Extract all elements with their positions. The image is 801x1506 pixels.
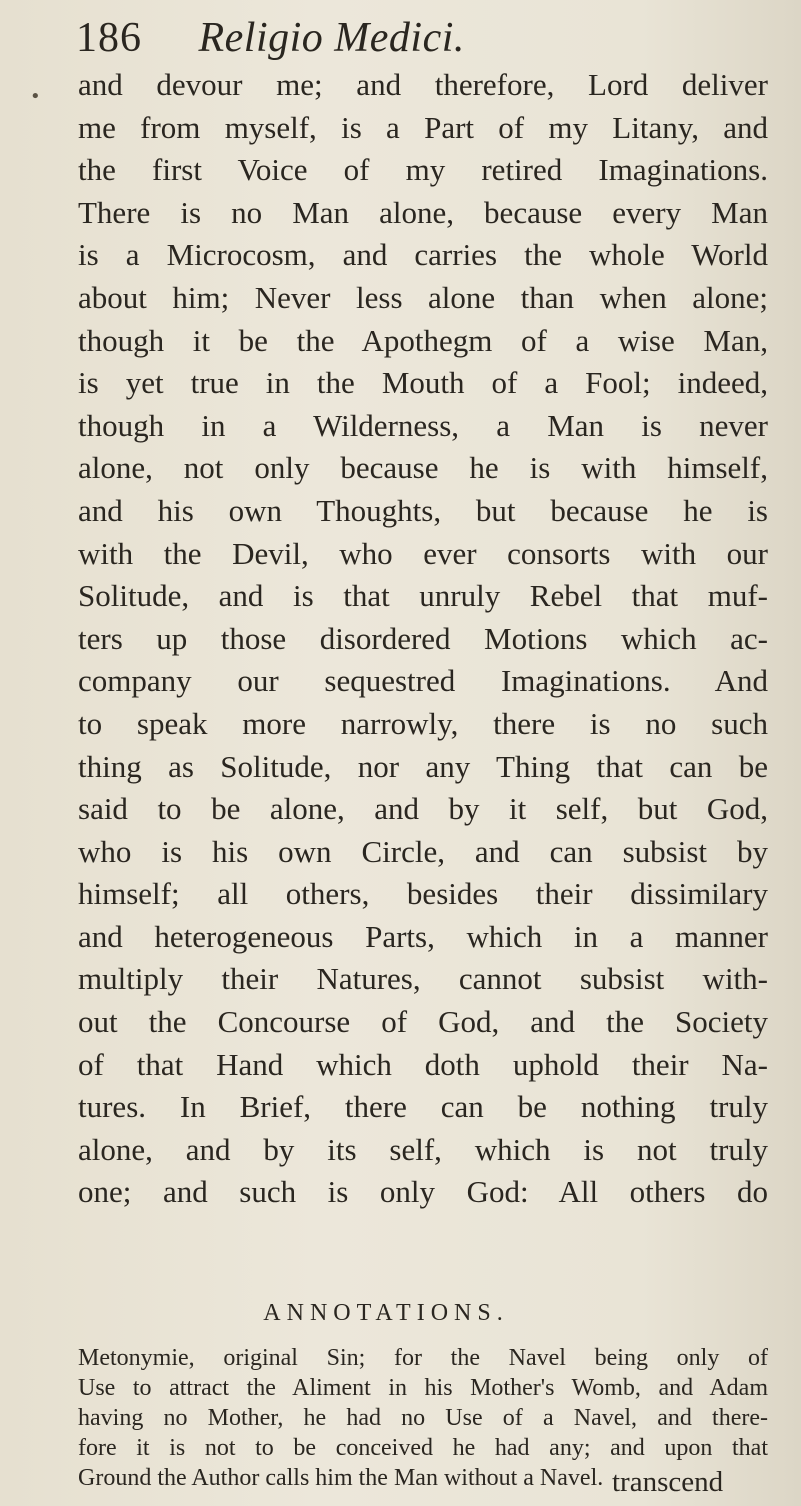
text-line: is a Microcosm, and carries the whole World bbox=[78, 237, 768, 273]
text-line: though in a Wilderness, a Man is never bbox=[78, 407, 768, 443]
text-line: There is no Man alone, because every Man bbox=[78, 194, 768, 230]
text-line: me from myself, is a Part of my Litany, and bbox=[78, 109, 768, 145]
text-line: ters up those disordered Motions which ac- bbox=[78, 620, 768, 656]
text-line: and heterogeneous Parts, which in a manner bbox=[78, 918, 768, 954]
text-line: alone, not only because he is with himself, bbox=[78, 450, 768, 486]
annotation-line: Metonymie, original Sin; for the Navel being only of bbox=[78, 1345, 768, 1371]
text-line: company our sequestred Imaginations. And bbox=[78, 663, 768, 699]
text-line: who is his own Circle, and can subsist by bbox=[78, 833, 768, 869]
text-line: said to be alone, and by it self, but God, bbox=[78, 791, 768, 827]
catchword: transcend bbox=[612, 1466, 724, 1498]
text-line: though it be the Apothegm of a wise Man, bbox=[78, 322, 768, 358]
running-header bbox=[76, 8, 716, 68]
text-line: is yet true in the Mouth of a Fool; indeed, bbox=[78, 365, 768, 401]
running-title: Religio Medici. bbox=[198, 15, 465, 61]
text-line: Solitude, and is that unruly Rebel that muf- bbox=[78, 578, 768, 614]
text-line: of that Hand which doth uphold their Na- bbox=[78, 1046, 768, 1082]
text-line: and his own Thoughts, but because he is bbox=[78, 492, 768, 528]
main-text bbox=[78, 64, 768, 1214]
text-line: tures. In Brief, there can be nothing truly bbox=[78, 1089, 768, 1125]
text-line: to speak more narrowly, there is no such bbox=[78, 705, 768, 741]
text-line: alone, and by its self, which is not truly bbox=[78, 1131, 768, 1167]
margin-mark: • bbox=[30, 86, 41, 107]
text-line: about him; Never less alone than when alone; bbox=[78, 279, 768, 315]
annotation-line: having no Mother, he had no Use of a Navel, and there- bbox=[78, 1405, 768, 1431]
text-line: multiply their Natures, cannot subsist with- bbox=[78, 961, 768, 997]
text-line: the first Voice of my retired Imaginations. bbox=[78, 152, 768, 188]
annotations-heading: ANNOTATIONS. bbox=[263, 1300, 509, 1326]
text-line: with the Devil, who ever consorts with our bbox=[78, 535, 768, 571]
annotation-line: Use to attract the Aliment in his Mother's Womb, and Adam bbox=[78, 1375, 768, 1401]
annotation-line: Ground the Author calls him the Man without a Navel. bbox=[78, 1465, 604, 1491]
page-number: 186 bbox=[76, 15, 142, 61]
text-line: thing as Solitude, nor any Thing that can be bbox=[78, 748, 768, 784]
text-line: and devour me; and therefore, Lord deliver bbox=[78, 67, 768, 102]
text-line: himself; all others, besides their dissimilary bbox=[78, 876, 768, 912]
text-line: out the Concourse of God, and the Society bbox=[78, 1004, 768, 1040]
annotation-line: fore it is not to be conceived he had any; and upon that bbox=[78, 1435, 768, 1461]
text-line: one; and such is only God: All others do bbox=[78, 1174, 768, 1210]
